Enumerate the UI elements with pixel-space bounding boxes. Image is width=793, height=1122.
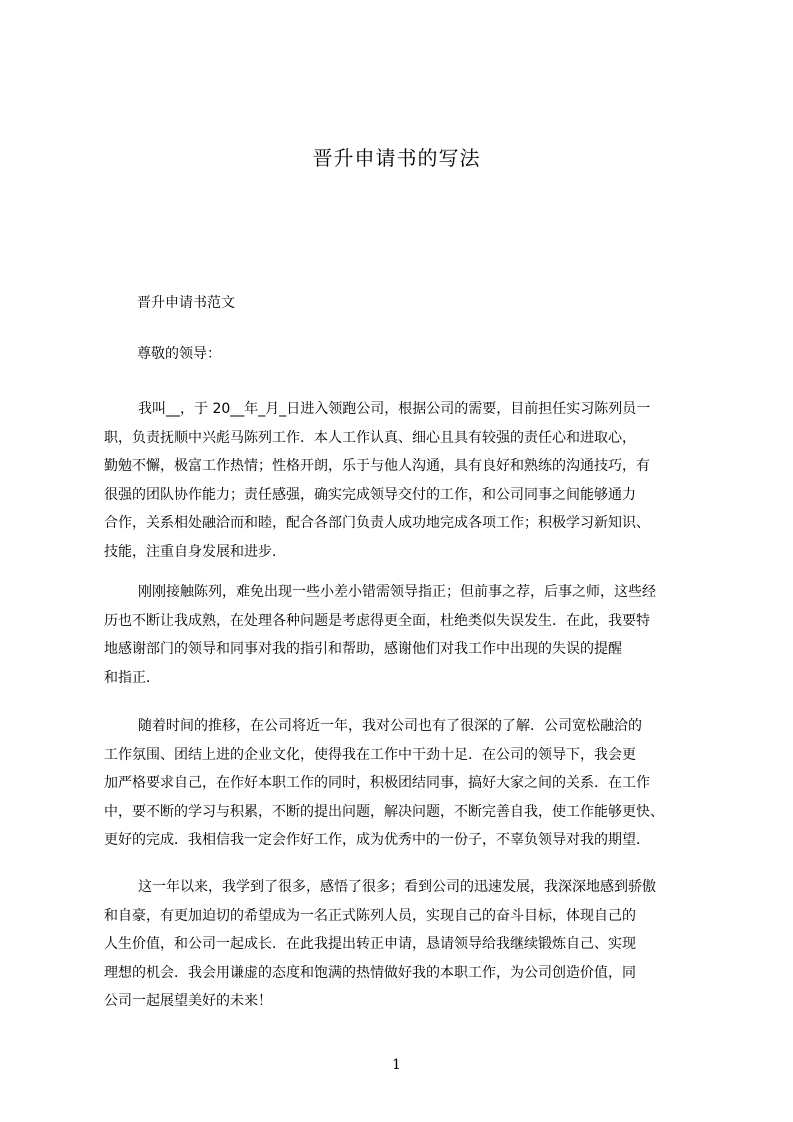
paragraph-line: 中，要不断的学习与积累，不断的提出问题，解决问题，不断完善自我，使工作能够更快、: [104, 803, 664, 820]
paragraph-line: 勤勉不懈，极富工作热情；性格开朗，乐于与他人沟通，具有良好和熟练的沟通技巧，有: [104, 458, 650, 475]
paragraph-line: 很强的团队协作能力；责任感强，确实完成领导交付的工作，和公司同事之间能够通力: [104, 486, 636, 503]
body-paragraph-3: [104, 712, 700, 855]
salutation: 尊敬的领导：: [137, 346, 221, 362]
paragraph-line: 地感谢部门的领导和同事对我的指引和帮助，感谢他们对我工作中出现的失误的提醒: [104, 641, 622, 658]
paragraph-line: 更好的完成．我相信我一定会作好工作，成为优秀中的一份子，不辜负领导对我的期望．: [104, 832, 650, 849]
paragraph-line: 理想的机会．我会用谦虚的态度和饱满的热情做好我的本职工作，为公司创造价值，同: [104, 964, 636, 981]
page-number: 1: [392, 1057, 401, 1073]
body-paragraph-2: [104, 578, 700, 692]
paragraph-line: 合作，关系相处融洽而和睦，配合各部门负责人成功地完成各项工作；积极学习新知识、: [104, 515, 650, 532]
paragraph-line: 技能，注重自身发展和进步．: [104, 543, 286, 560]
paragraph-line: 随着时间的推移，在公司将近一年，我对公司也有了很深的了解．公司宽松融洽的: [138, 718, 642, 734]
paragraph-line: 历也不断让我成熟，在处理各种问题是考虑得更全面，杜绝类似失误发生．在此，我要特: [104, 612, 650, 629]
paragraph-line: 人生价值，和公司一起成长．在此我提出转正申请，恳请领导给我继续锻炼自己、实现: [104, 936, 636, 953]
document-subheading: 晋升申请书范文: [137, 295, 235, 311]
paragraph-line: 和自豪，有更加迫切的希望成为一名正式陈列人员，实现自己的奋斗目标，体现自己的: [104, 907, 636, 924]
body-paragraph-4: [104, 873, 700, 1016]
paragraph-line: 和指正．: [104, 669, 160, 686]
paragraph-line: 公司一起展望美好的未来！: [104, 993, 272, 1010]
body-paragraph-1: [104, 395, 700, 567]
paragraph-line: 刚刚接触陈列，难免出现一些小差小错需领导指正；但前事之荐，后事之师，这些经: [138, 584, 656, 600]
document-title: 晋升申请书的写法: [312, 146, 481, 170]
paragraph-line: 加严格要求自己，在作好本职工作的同时，积极团结同事，搞好大家之间的关系．在工作: [104, 775, 650, 792]
paragraph-line: 工作氛围、团结上进的企业文化，使得我在工作中干劲十足．在公司的领导下，我会更: [104, 746, 636, 763]
paragraph-line: 职，负责抚顺中兴彪马陈列工作．本人工作认真、细心且具有较强的责任心和进取心，: [104, 429, 636, 446]
paragraph-line: 我叫__，于 20__年_月_日进入领跑公司，根据公司的需要，目前担任实习陈列员一: [138, 401, 651, 417]
paragraph-line: 这一年以来，我学到了很多，感悟了很多；看到公司的迅速发展，我深深地感到骄傲: [138, 879, 656, 895]
